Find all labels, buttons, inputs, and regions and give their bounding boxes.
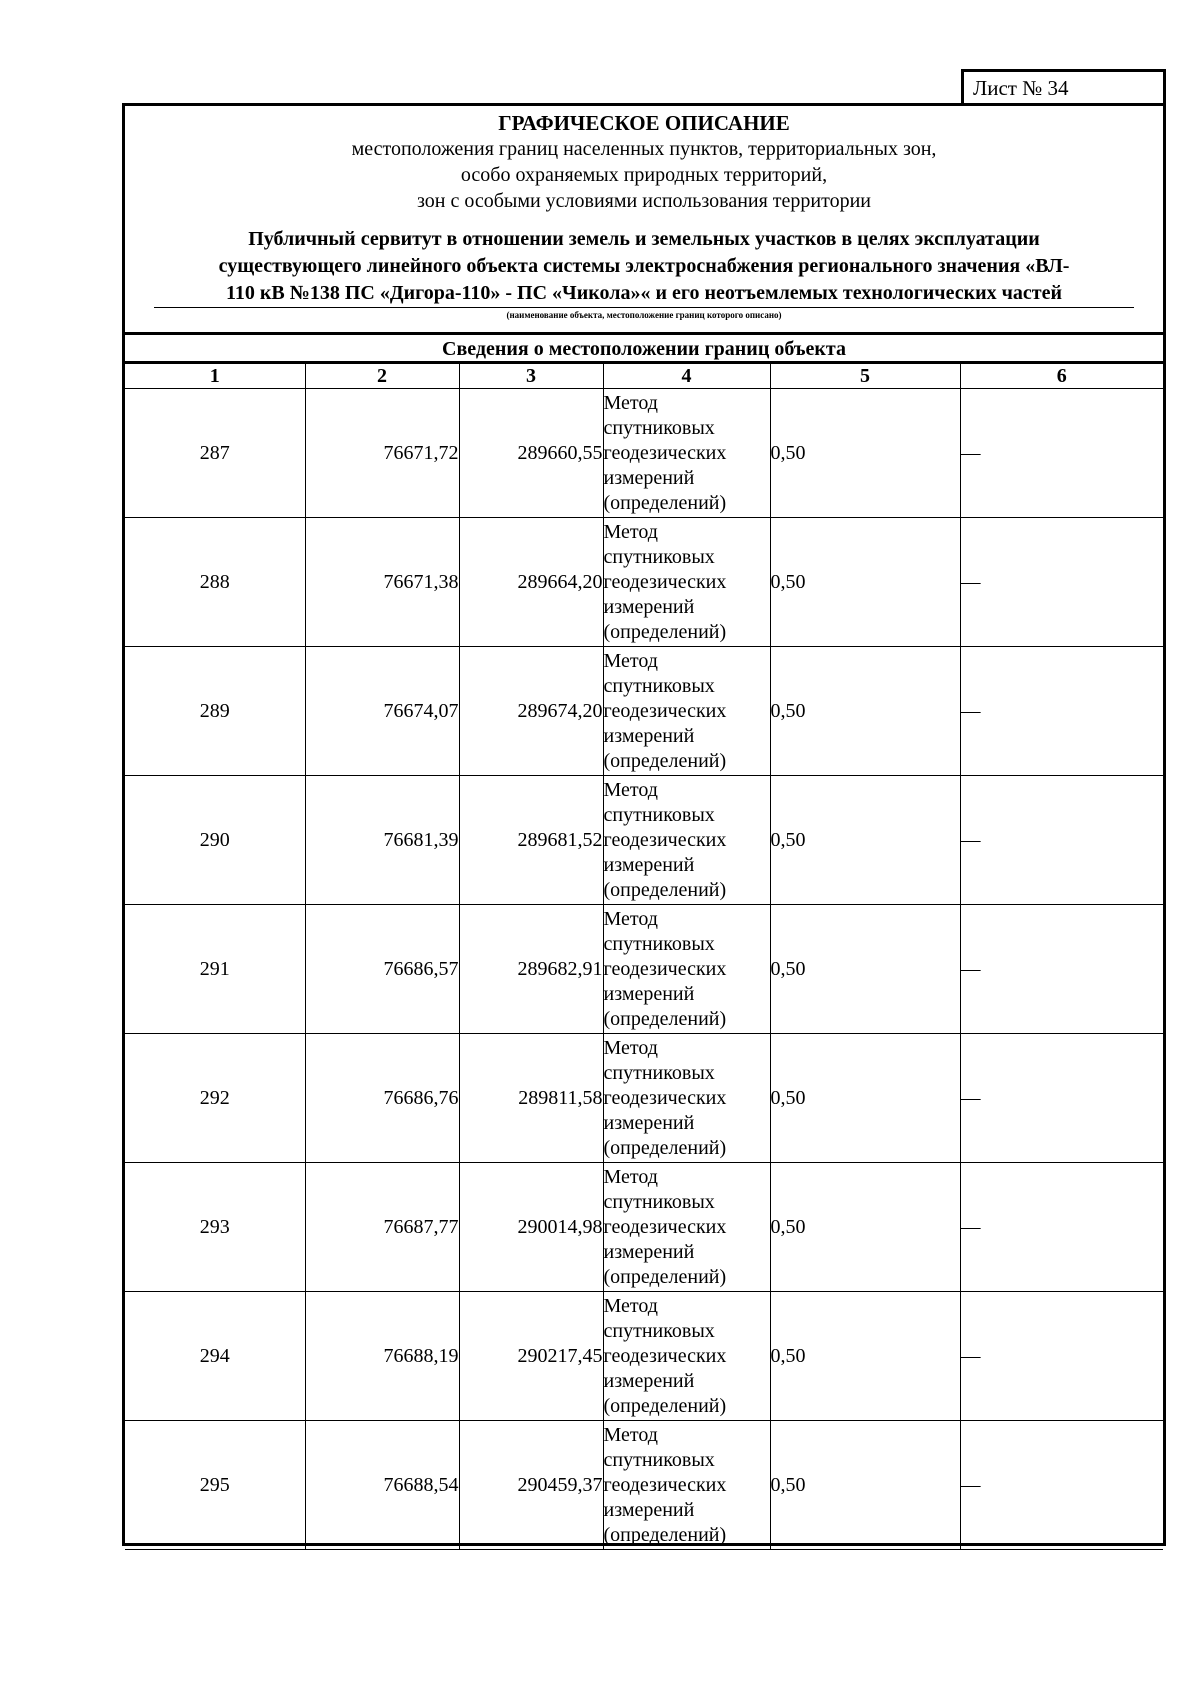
method-line: (определений) [603,1394,727,1417]
point-number-cell: 295 [125,1421,305,1550]
point-number-cell: 287 [125,389,305,518]
note-cell: — [960,518,1163,647]
note-cell: — [960,776,1163,905]
x-coordinate-cell: 76688,19 [305,1292,459,1421]
note-cell: — [960,647,1163,776]
table-row [125,647,1163,776]
accuracy-cell: 0,50 [770,647,960,776]
method-line: Метод [603,1165,658,1188]
table-row [125,389,1163,518]
method-line: геодезических [603,699,727,722]
method-line: Метод [603,1036,658,1059]
table-row [125,1421,1163,1550]
accuracy-cell: 0,50 [770,1034,960,1163]
method-line: спутниковых [603,1448,715,1471]
y-coordinate-cell: 289811,58 [459,1034,603,1163]
method-line: геодезических [603,1215,727,1238]
note-cell: — [960,389,1163,518]
method-line: измерений [603,466,695,489]
accuracy-cell: 0,50 [770,1163,960,1292]
accuracy-cell: 0,50 [770,1292,960,1421]
method-line: измерений [603,1498,695,1521]
table-row [125,1034,1163,1163]
point-number-cell: 292 [125,1034,305,1163]
column-header: 6 [960,364,1163,389]
method-cell [603,647,770,776]
x-coordinate-cell: 76681,39 [305,776,459,905]
column-header: 5 [770,364,960,389]
column-header: 1 [125,364,305,389]
table-row [125,518,1163,647]
note-cell: — [960,1163,1163,1292]
method-line: измерений [603,1369,695,1392]
document-header [125,106,1163,335]
object-name-line: существующего линейного объекта системы электроснабжения регионального значения «ВЛ- [218,255,1070,277]
object-name-line: Публичный сервитут в отношении земель и земельных участков в целях эксплуатации [248,228,1040,250]
method-cell [603,776,770,905]
method-line: Метод [603,649,658,672]
method-line: геодезических [603,441,727,464]
method-line: геодезических [603,1344,727,1367]
object-underline [154,307,1134,308]
point-number-cell: 293 [125,1163,305,1292]
note-cell: — [960,1292,1163,1421]
y-coordinate-cell: 290459,37 [459,1421,603,1550]
point-number-cell: 288 [125,518,305,647]
method-line: измерений [603,1240,695,1263]
sheet-number: Лист № 34 [961,69,1166,103]
method-line: измерений [603,982,695,1005]
method-line: геодезических [603,957,727,980]
y-coordinate-cell: 289681,52 [459,776,603,905]
coordinates-table [125,364,1163,1550]
object-name-line: 110 кВ №138 ПС «Дигора-110» - ПС «Чикола»« и его неотъемлемых технологических частей [225,282,1062,304]
accuracy-cell: 0,50 [770,1421,960,1550]
method-line: (определений) [603,749,727,772]
y-coordinate-cell: 290217,45 [459,1292,603,1421]
method-line: измерений [603,724,695,747]
method-line: спутниковых [603,416,715,439]
table-row [125,1292,1163,1421]
method-line: Метод [603,778,658,801]
method-line: спутниковых [603,1061,715,1084]
x-coordinate-cell: 76671,38 [305,518,459,647]
method-line: Метод [603,1294,658,1317]
method-line: спутниковых [603,1190,715,1213]
x-coordinate-cell: 76674,07 [305,647,459,776]
y-coordinate-cell: 289660,55 [459,389,603,518]
accuracy-cell: 0,50 [770,389,960,518]
table-row [125,776,1163,905]
point-number-cell: 291 [125,905,305,1034]
method-line: Метод [603,391,658,414]
document-title: ГРАФИЧЕСКОЕ ОПИСАНИЕ [498,111,790,135]
y-coordinate-cell: 290014,98 [459,1163,603,1292]
note-cell: — [960,1034,1163,1163]
method-line: (определений) [603,1265,727,1288]
point-number-cell: 289 [125,647,305,776]
method-line: (определений) [603,620,727,643]
y-coordinate-cell: 289664,20 [459,518,603,647]
column-header: 2 [305,364,459,389]
method-line: геодезических [603,828,727,851]
x-coordinate-cell: 76686,57 [305,905,459,1034]
section-title: Сведения о местоположении границ объекта [125,335,1163,364]
method-line: (определений) [603,878,727,901]
table-row [125,905,1163,1034]
point-number-cell: 294 [125,1292,305,1421]
method-line: Метод [603,520,658,543]
x-coordinate-cell: 76688,54 [305,1421,459,1550]
method-line: измерений [603,853,695,876]
subtitle-line: особо охраняемых природных территорий, [460,164,828,186]
method-line: (определений) [603,1523,727,1546]
table-header-row [125,364,1163,389]
method-line: спутниковых [603,674,715,697]
x-coordinate-cell: 76671,72 [305,389,459,518]
column-header: 4 [603,364,770,389]
x-coordinate-cell: 76686,76 [305,1034,459,1163]
method-line: геодезических [603,1473,727,1496]
object-caption: (наименование объекта, местоположение границ которого описано) [506,310,782,320]
column-header: 3 [459,364,603,389]
method-line: (определений) [603,1136,727,1159]
method-line: геодезических [603,570,727,593]
document-frame [122,103,1166,1546]
method-line: геодезических [603,1086,727,1109]
accuracy-cell: 0,50 [770,776,960,905]
object-name [125,226,1163,307]
method-line: измерений [603,595,695,618]
method-cell [603,518,770,647]
method-line: измерений [603,1111,695,1134]
accuracy-cell: 0,50 [770,905,960,1034]
subtitle-line: зон с особыми условиями использования территории [416,190,872,212]
method-cell [603,1421,770,1550]
method-line: спутниковых [603,1319,715,1342]
method-cell [603,1034,770,1163]
method-line: (определений) [603,491,727,514]
method-cell [603,1163,770,1292]
method-line: (определений) [603,1007,727,1030]
x-coordinate-cell: 76687,77 [305,1163,459,1292]
accuracy-cell: 0,50 [770,518,960,647]
method-cell [603,389,770,518]
method-cell [603,1292,770,1421]
note-cell: — [960,1421,1163,1550]
subtitle-line: местоположения границ населенных пунктов, территориальных зон, [351,138,937,160]
method-cell [603,905,770,1034]
method-line: Метод [603,907,658,930]
method-line: спутниковых [603,545,715,568]
point-number-cell: 290 [125,776,305,905]
method-line: Метод [603,1423,658,1446]
method-line: спутниковых [603,932,715,955]
y-coordinate-cell: 289682,91 [459,905,603,1034]
note-cell: — [960,905,1163,1034]
method-line: спутниковых [603,803,715,826]
y-coordinate-cell: 289674,20 [459,647,603,776]
table-row [125,1163,1163,1292]
